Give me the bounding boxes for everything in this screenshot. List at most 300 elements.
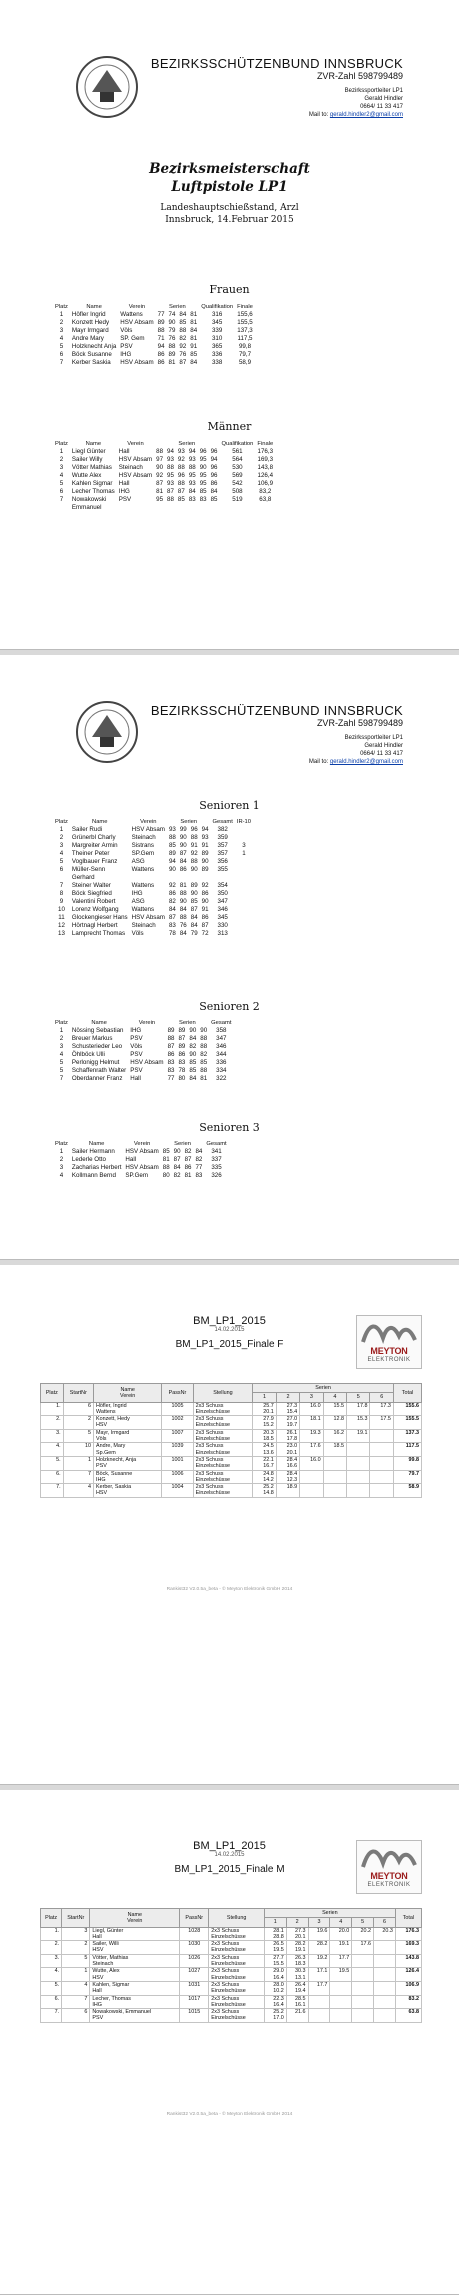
serie-cell: 84 — [188, 488, 196, 495]
name-cell — [90, 1954, 180, 1968]
platz-cell: 7 — [59, 1075, 64, 1082]
ir-cell: 1 — [242, 850, 246, 857]
name-text: Sailer Rudi — [71, 826, 103, 833]
name-text: Theiner Peter — [71, 850, 110, 857]
serie-cell: 19.1 — [330, 1941, 352, 1955]
stellung-text-2: Einzelschüsse — [211, 1974, 246, 1981]
meyton-logo-icon — [357, 1841, 421, 1871]
serie-cell: 85 — [199, 488, 207, 495]
platz-cell: 2 — [59, 319, 64, 326]
serie-value: 10.2 — [273, 1988, 284, 1995]
table-row — [53, 464, 275, 472]
header-platz: Platz — [55, 304, 68, 310]
verein-cell: HSV Absam — [118, 456, 153, 463]
serie-cell: 81 — [179, 882, 187, 889]
name-cell — [70, 850, 130, 858]
mail-link[interactable]: gerald.hindler2@gmail.com — [329, 759, 403, 765]
verein-cell: Steinach — [118, 464, 143, 471]
serie-cell: 83 — [199, 496, 207, 503]
serie-cell: 85 — [179, 319, 187, 326]
serie-cell: 88 — [167, 1035, 175, 1042]
header-name: Name — [120, 1386, 135, 1393]
startnr-cell: 5 — [62, 1954, 90, 1968]
serie-cell — [286, 1995, 308, 2009]
startnr-cell: 6 — [63, 1402, 93, 1416]
mail-link[interactable]: gerald.hindler2@gmail.com — [329, 112, 403, 118]
serie-cell: 74 — [168, 311, 176, 318]
org-name: BEZIRKSSCHÜTZENBUND INNSBRUCK — [150, 703, 403, 718]
serie-cell: 83 — [167, 1059, 175, 1066]
serie-cell: 77 — [157, 311, 165, 318]
stellung-cell — [209, 1968, 265, 1982]
table-row — [41, 1470, 422, 1484]
phone: 0664/ 11 33 417 — [360, 104, 403, 110]
serie-cell — [253, 1456, 276, 1470]
header-platz: Platz — [55, 819, 68, 825]
table-row — [41, 1443, 422, 1457]
gesamt-cell: 344 — [216, 1051, 227, 1058]
serie-cell: 87 — [190, 906, 198, 913]
verein-text: Völs — [96, 1436, 107, 1443]
serie-cell: 20.0 — [330, 1927, 352, 1941]
header-col: 4 — [330, 1918, 352, 1927]
table-row — [53, 914, 253, 922]
verein-text: Steinach — [92, 1961, 114, 1968]
name-text: Höfler, Ingrid — [96, 1402, 127, 1409]
serie-cell: 19.2 — [308, 1954, 330, 1968]
serie-cell: 95 — [188, 472, 196, 479]
header-qual: Qualifikation — [221, 441, 254, 447]
serie-cell: 84 — [190, 359, 198, 366]
startnr-cell: 7 — [63, 1470, 93, 1484]
stellung-cell — [193, 1456, 253, 1470]
name-cell — [70, 327, 118, 335]
ir-cell — [235, 922, 253, 930]
header-col: 6 — [374, 1918, 396, 1927]
table-row — [53, 319, 255, 327]
name-text: Margreiter Armin — [71, 842, 118, 849]
finale-cell: 169,3 — [257, 456, 274, 463]
serie-cell: 88 — [200, 1035, 208, 1042]
serie-cell: 79 — [190, 930, 198, 937]
header-row — [53, 1140, 229, 1148]
stellung-text-2: Einzelschüsse — [211, 2001, 246, 2008]
serie-cell: 19.5 — [330, 1968, 352, 1982]
serie-cell: 85 — [190, 351, 198, 358]
verein-cell: PSV — [130, 1067, 143, 1074]
gesamt-cell: 341 — [211, 1148, 222, 1155]
table-row — [53, 1172, 229, 1180]
serie-cell: 87 — [156, 480, 164, 487]
gesamt-cell: 330 — [217, 922, 228, 929]
name-cell — [70, 1164, 124, 1172]
serie-cell: 86 — [201, 890, 209, 897]
platz-cell: 2 — [59, 1156, 64, 1163]
verein-cell: Wattens — [131, 882, 155, 889]
serie-value: 15.5 — [273, 1961, 284, 1968]
serie-cell: 96 — [190, 826, 198, 833]
verein-cell: PSV — [118, 496, 132, 503]
verein-cell: IHG — [131, 890, 143, 897]
passnr-cell: 1015 — [180, 2009, 209, 2023]
serie-cell — [347, 1470, 370, 1484]
stellung-text-2: Einzelschüsse — [211, 1988, 246, 1995]
platz-cell: 3. — [41, 1954, 62, 1968]
section-senioren-3: Senioren 3 — [199, 1121, 260, 1134]
name-cell — [70, 488, 117, 496]
serie-cell: 90 — [189, 1027, 197, 1034]
header-col: 1 — [264, 1918, 286, 1927]
serie-cell: 18.1 — [300, 1416, 323, 1430]
name-cell — [70, 826, 130, 834]
name-text-2: Emmanuel — [71, 504, 102, 511]
serie-value: 22.3 — [273, 1995, 284, 2002]
serie-cell: 89 — [157, 319, 165, 326]
serie-cell: 20.2 — [352, 1927, 374, 1941]
serie-cell — [308, 1995, 330, 2009]
name-text: Kollmann Bernd — [71, 1172, 116, 1179]
logo-text: MEYTON — [370, 1346, 408, 1356]
stellung-cell — [209, 1981, 265, 1995]
serie-cell: 81 — [168, 359, 176, 366]
serie-value: 21.6 — [295, 2009, 306, 2016]
table-row — [53, 898, 253, 906]
platz-cell: 2 — [59, 1035, 64, 1042]
platz-cell: 6. — [41, 1470, 64, 1484]
header-name-verein — [90, 1909, 180, 1928]
table-row — [53, 882, 253, 890]
passnr-cell: 1026 — [180, 1954, 209, 1968]
header-verein: Verein — [127, 1917, 143, 1924]
serie-cell: 83 — [167, 1067, 175, 1074]
serie-cell: 81 — [190, 319, 198, 326]
serie-cell: 17.7 — [330, 1954, 352, 1968]
passnr-cell: 1007 — [162, 1429, 193, 1443]
header-row — [41, 1909, 422, 1918]
ir-cell — [235, 826, 253, 834]
section-frauen: Frauen — [209, 283, 250, 296]
gesamt-cell: 326 — [211, 1172, 222, 1179]
verein-cell: IHG — [120, 351, 132, 358]
ir-cell — [235, 906, 253, 914]
serie-cell — [323, 1484, 346, 1498]
serie-cell: 88 — [200, 1067, 208, 1074]
header-ir: IR-10 — [236, 819, 252, 825]
name-text: Holzknecht, Anja — [96, 1456, 137, 1463]
serie-cell: 86 — [184, 1164, 192, 1171]
contact-name: Gerald Hindler — [364, 743, 403, 749]
role: Bezirkssportleiter LP1 — [344, 88, 403, 94]
serie-cell: 90 — [190, 890, 198, 897]
serie-cell: 16.2 — [323, 1429, 346, 1443]
serie-cell: 89 — [167, 1027, 175, 1034]
role: Bezirkssportleiter LP1 — [344, 735, 403, 741]
header-verein: Verein — [127, 441, 144, 447]
serie-cell: 87 — [179, 359, 187, 366]
platz-cell: 2 — [59, 834, 64, 841]
finale-cell: 155,5 — [237, 319, 253, 326]
name-cell — [70, 456, 117, 464]
serie-cell: 85 — [189, 1067, 197, 1074]
serie-cell — [374, 1968, 396, 1982]
platz-cell: 5 — [59, 1067, 64, 1074]
table-row — [53, 858, 253, 866]
total-cell: 143.8 — [395, 1954, 421, 1968]
serie-cell — [253, 1470, 276, 1484]
stellung-text-2: Einzelschüsse — [195, 1449, 231, 1456]
section-senioren-1: Senioren 1 — [199, 799, 260, 812]
serie-cell — [374, 2009, 396, 2023]
serie-cell: 84 — [190, 327, 198, 334]
serie-cell: 92 — [177, 456, 185, 463]
meyton-footer: Rankist32 V2.0.5a_beta - © Meyton Elektronik GmbH 2014 — [166, 1587, 293, 1592]
stellung-cell — [209, 1954, 265, 1968]
serie-cell: 86 — [157, 359, 165, 366]
serie-value: 16.4 — [273, 1974, 284, 1981]
name-cell — [70, 1035, 128, 1043]
name-text: Wutte Alex — [71, 472, 102, 479]
serie-cell — [308, 2009, 330, 2023]
name-cell — [70, 882, 130, 890]
gesamt-cell: 350 — [217, 890, 228, 897]
table-row — [53, 930, 253, 938]
header-col: 4 — [323, 1393, 346, 1402]
zvr-number: ZVR-Zahl 598799489 — [316, 71, 403, 81]
header-col: 5 — [352, 1918, 374, 1927]
name-cell — [70, 1051, 128, 1059]
platz-cell: 8 — [59, 890, 64, 897]
serie-cell: 87 — [168, 914, 176, 921]
verein-cell: Sistrans — [131, 842, 154, 849]
table-row — [53, 850, 253, 858]
platz-cell: 2. — [41, 1941, 62, 1955]
serie-cell: 85 — [190, 898, 198, 905]
verein-cell: HSV Absam — [125, 1148, 159, 1155]
serie-cell — [352, 1981, 374, 1995]
gesamt-cell: 336 — [216, 1059, 227, 1066]
serie-cell: 19.6 — [308, 1927, 330, 1941]
serie-cell: 82 — [179, 335, 187, 342]
name-text: Konzett Hedy — [71, 319, 110, 326]
serie-value: 16.6 — [286, 1463, 298, 1470]
stellung-text: 2x3 Schuss — [211, 1954, 240, 1961]
serie-value: 28.0 — [273, 1981, 284, 1988]
serie-value: 15.2 — [263, 1422, 274, 1429]
serie-cell: 84 — [210, 488, 218, 495]
stellung-text-2: Einzelschüsse — [195, 1463, 231, 1470]
total-cell: 117.5 — [393, 1443, 421, 1457]
serie-cell — [286, 1927, 308, 1941]
name-text: Höfler Ingrid — [71, 311, 106, 318]
serie-value: 17.8 — [286, 1436, 298, 1443]
serie-cell — [286, 1941, 308, 1955]
verein-text: IHG — [96, 1476, 106, 1483]
gesamt-cell: 347 — [216, 1035, 227, 1042]
serie-cell: 95 — [199, 480, 207, 487]
name-text: Vötter, Mathias — [92, 1954, 129, 1961]
serie-cell: 84 — [195, 1148, 203, 1155]
name-text: Nowakowski, Emmanuel — [92, 2009, 152, 2016]
header-col: 2 — [286, 1918, 308, 1927]
serie-cell: 91 — [201, 842, 209, 849]
gesamt-cell: 359 — [217, 834, 228, 841]
platz-cell: 6 — [59, 866, 64, 873]
serie-cell: 92 — [168, 882, 176, 889]
finale-cell: 63,8 — [259, 496, 272, 503]
serie-value: 12.3 — [286, 1476, 298, 1483]
serie-cell: 93 — [188, 456, 196, 463]
serie-cell — [276, 1484, 299, 1498]
name-text: Sailer Hermann — [71, 1148, 115, 1155]
section-senioren-2: Senioren 2 — [199, 1000, 260, 1013]
gesamt-cell: 347 — [217, 898, 228, 905]
table-row — [53, 842, 253, 850]
serie-cell: 88 — [179, 327, 187, 334]
verein-cell: IHG — [118, 488, 130, 495]
serie-value: 29.0 — [273, 1968, 284, 1975]
platz-cell: 5 — [59, 480, 64, 487]
serie-cell: 96 — [210, 464, 218, 471]
serie-cell — [374, 1954, 396, 1968]
serie-value: 26.1 — [286, 1429, 298, 1436]
serie-cell: 91 — [201, 906, 209, 913]
serie-cell: 90 — [201, 898, 209, 905]
serie-cell: 93 — [167, 480, 174, 487]
header-name: Name — [88, 1141, 105, 1147]
serie-value: 19.4 — [295, 1988, 306, 1995]
platz-cell: 1 — [59, 1148, 64, 1155]
qual-cell: 542 — [232, 480, 243, 487]
startnr-cell: 3 — [62, 1927, 90, 1941]
serie-value: 27.0 — [286, 1416, 298, 1423]
table-row — [41, 1995, 422, 2009]
serie-value: 25.7 — [263, 1402, 274, 1409]
verein-text: HSV — [96, 1422, 108, 1429]
serie-value: 27.9 — [263, 1416, 274, 1423]
stellung-text-2: Einzelschüsse — [195, 1476, 231, 1483]
serie-cell: 83 — [195, 1172, 203, 1179]
serie-cell: 85 — [200, 1059, 208, 1066]
ir-cell — [235, 866, 253, 882]
serie-cell: 17.1 — [308, 1968, 330, 1982]
qual-cell: 561 — [232, 448, 243, 455]
name-cell — [70, 1172, 124, 1180]
name-text: Böck, Susanne — [96, 1470, 133, 1477]
name-cell — [70, 866, 130, 882]
header-row — [53, 818, 253, 826]
serie-cell: 82 — [168, 898, 176, 905]
table-row — [53, 1075, 233, 1083]
table-row — [53, 866, 253, 882]
competition-subtitle: BM_LP1_2015_Finale M — [174, 1864, 285, 1875]
serie-cell: 84 — [189, 1035, 197, 1042]
gesamt-cell: 335 — [211, 1164, 222, 1171]
platz-cell: 7 — [59, 882, 64, 889]
stellung-text: 2x3 Schuss — [211, 1941, 240, 1948]
serie-cell — [276, 1416, 299, 1430]
startnr-cell: 5 — [63, 1429, 93, 1443]
serie-cell: 95 — [199, 456, 207, 463]
serie-cell: 17.6 — [352, 1941, 374, 1955]
club-logo-icon — [72, 697, 142, 767]
header-platz: Platz — [55, 1141, 68, 1147]
name-text: Lecher, Thomas — [92, 1995, 131, 2002]
serie-cell — [323, 1456, 346, 1470]
gesamt-cell: 355 — [217, 866, 228, 873]
name-text: Nowakowski — [71, 496, 107, 503]
serie-cell: 93 — [201, 834, 209, 841]
qual-cell: 564 — [232, 456, 243, 463]
serie-cell — [276, 1443, 299, 1457]
ir-cell: 3 — [242, 842, 246, 849]
name-cell — [94, 1443, 162, 1457]
table-row — [41, 1416, 422, 1430]
serie-value: 28.8 — [273, 1933, 284, 1940]
serie-cell: 88 — [190, 834, 198, 841]
serie-cell: 95 — [167, 472, 174, 479]
serie-cell: 88 — [168, 834, 176, 841]
table-row — [53, 335, 255, 343]
platz-cell: 5. — [41, 1456, 64, 1470]
serie-cell: 82 — [200, 1051, 208, 1058]
name-text: Lamprecht Thomas — [71, 930, 126, 937]
gesamt-cell: 357 — [217, 842, 228, 849]
qual-cell: 519 — [232, 496, 243, 503]
verein-cell: PSV — [120, 343, 133, 350]
serie-value: 20.1 — [295, 1933, 306, 1940]
table-row — [53, 456, 275, 464]
serie-cell — [276, 1429, 299, 1443]
header-verein: Verein — [138, 1020, 156, 1026]
startnr-cell: 1 — [63, 1456, 93, 1470]
serie-cell: 90 — [179, 842, 187, 849]
serie-value: 28.4 — [286, 1470, 298, 1477]
serie-value: 19.5 — [273, 1947, 284, 1954]
serie-cell: 88 — [157, 327, 165, 334]
name-cell — [70, 906, 130, 914]
name-cell — [70, 319, 118, 327]
name-cell — [70, 335, 118, 343]
serie-cell: 88 — [188, 464, 196, 471]
platz-cell: 1. — [41, 1402, 64, 1416]
verein-cell: ASG — [131, 858, 145, 865]
verein-text: Sp.Gem — [96, 1449, 116, 1456]
serie-cell: 87 — [201, 922, 209, 929]
gesamt-cell: 358 — [216, 1027, 227, 1034]
serie-cell: 84 — [179, 858, 187, 865]
serie-cell — [264, 1954, 286, 1968]
meyton-logo — [356, 1315, 422, 1369]
serie-cell — [253, 1484, 276, 1498]
stellung-cell — [209, 1927, 265, 1941]
qual-cell: 365 — [211, 343, 223, 350]
passnr-cell: 1006 — [162, 1470, 193, 1484]
serie-value: 15.4 — [286, 1408, 298, 1415]
platz-cell: 4 — [59, 1172, 64, 1179]
serie-cell: 78 — [178, 1067, 186, 1074]
header-col: 5 — [347, 1393, 370, 1402]
platz-cell: 4 — [59, 1051, 64, 1058]
table-row — [53, 922, 253, 930]
platz-cell: 5 — [59, 858, 64, 865]
serie-cell — [253, 1443, 276, 1457]
header-passnr: PassNr — [180, 1909, 209, 1928]
serie-cell: 85 — [168, 842, 176, 849]
contact-name: Gerald Hindler — [364, 96, 403, 102]
gesamt-cell: 337 — [211, 1156, 222, 1163]
gesamt-cell: 322 — [216, 1075, 227, 1082]
startnr-cell: 1 — [62, 1968, 90, 1982]
